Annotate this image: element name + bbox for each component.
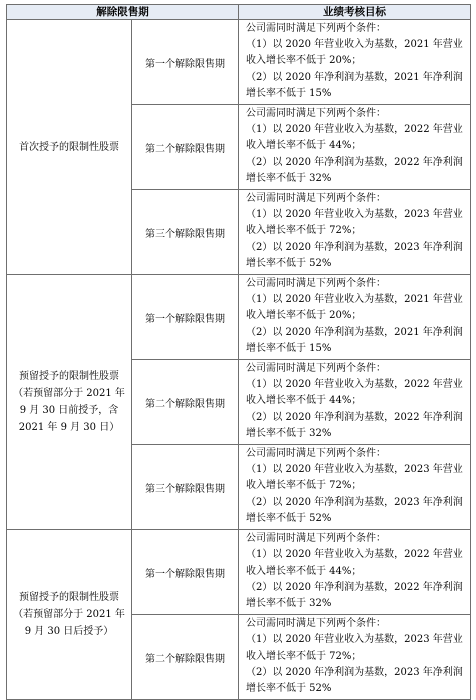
- header-unlock-period: 解除限售期: [7, 5, 239, 20]
- target-text-line: （1）以 2020 年营业收入为基数，2023 年营业: [246, 209, 463, 221]
- table-row: [7, 20, 471, 105]
- target-text-line: 收入增长率不低于 44%；: [246, 140, 362, 152]
- target-text-line: 收入增长率不低于 20%；: [246, 310, 362, 322]
- target-text-line: 收入增长率不低于 72%；: [246, 225, 362, 237]
- target-text-line: （2）以 2020 年净利润为基数，2021 年净利润: [246, 326, 463, 338]
- grant-type-label-line: 9 月 30 日前授予，含: [19, 405, 119, 417]
- target-text-line: （1）以 2020 年营业收入为基数，2023 年营业: [246, 464, 463, 476]
- target-text-line: 公司需同时满足下列两个条件：: [246, 278, 386, 290]
- target-cell: [239, 615, 471, 700]
- target-text-line: 增长率不低于 15%: [246, 342, 332, 354]
- target-text-line: （2）以 2020 年净利润为基数，2023 年净利润: [246, 241, 463, 253]
- target-text-line: 收入增长率不低于 20%；: [246, 55, 362, 67]
- target-text-line: 公司需同时满足下列两个条件：: [246, 618, 386, 630]
- unlock-period-cell: 第一个解除限售期: [132, 20, 239, 105]
- grant-type-label-line: 首次授予的限制性股票: [19, 141, 119, 153]
- target-text-line: （1）以 2020 年营业收入为基数，2022 年营业: [246, 124, 463, 136]
- grant-type-label-line: 预留授予的限制性股票: [19, 592, 119, 604]
- target-cell: [239, 360, 471, 445]
- target-text-line: 增长率不低于 52%: [246, 512, 332, 524]
- target-text-line: 公司需同时满足下列两个条件：: [246, 363, 386, 375]
- performance-targets-table: [6, 4, 471, 700]
- table-row: [7, 530, 471, 615]
- grant-type-label-line: （若预留部分于 2021 年: [13, 388, 125, 400]
- target-cell: [239, 445, 471, 530]
- target-text-line: （2）以 2020 年净利润为基数，2022 年净利润: [246, 156, 463, 168]
- target-text-line: 增长率不低于 52%: [246, 682, 332, 694]
- target-text-line: 收入增长率不低于 44%；: [246, 565, 362, 577]
- target-text-line: 公司需同时满足下列两个条件：: [246, 108, 386, 120]
- target-text-line: （2）以 2020 年净利润为基数，2021 年净利润: [246, 71, 463, 83]
- grant-type-cell: [7, 20, 132, 275]
- target-text-line: （1）以 2020 年营业收入为基数，2022 年营业: [246, 549, 463, 561]
- target-text-line: （2）以 2020 年净利润为基数，2023 年净利润: [246, 496, 463, 508]
- target-text-line: 公司需同时满足下列两个条件：: [246, 448, 386, 460]
- grant-type-cell: [7, 530, 132, 700]
- performance-targets-table-wrapper: [6, 4, 470, 700]
- table-row: [7, 275, 471, 360]
- target-text-line: 公司需同时满足下列两个条件：: [246, 533, 386, 545]
- target-text-line: （1）以 2020 年营业收入为基数，2021 年营业: [246, 294, 463, 306]
- table-header-row: [7, 5, 471, 20]
- unlock-period-cell: 第二个解除限售期: [132, 615, 239, 700]
- target-text-line: 增长率不低于 32%: [246, 427, 332, 439]
- target-cell: [239, 530, 471, 615]
- unlock-period-cell: 第二个解除限售期: [132, 360, 239, 445]
- target-text-line: 收入增长率不低于 72%；: [246, 480, 362, 492]
- header-performance-target: 业绩考核目标: [239, 5, 471, 20]
- target-text-line: （1）以 2020 年营业收入为基数，2021 年营业: [246, 39, 463, 51]
- target-text-line: （1）以 2020 年营业收入为基数，2023 年营业: [246, 634, 463, 646]
- target-text-line: （2）以 2020 年净利润为基数，2022 年净利润: [246, 581, 463, 593]
- target-text-line: 增长率不低于 15%: [246, 87, 332, 99]
- target-cell: [239, 275, 471, 360]
- target-text-line: 公司需同时满足下列两个条件：: [246, 193, 386, 205]
- unlock-period-cell: 第三个解除限售期: [132, 445, 239, 530]
- grant-type-label-line: 9 月 30 日后授予）: [24, 626, 114, 638]
- target-text-line: 增长率不低于 32%: [246, 172, 332, 184]
- grant-type-cell: [7, 275, 132, 530]
- unlock-period-cell: 第一个解除限售期: [132, 530, 239, 615]
- unlock-period-cell: 第二个解除限售期: [132, 105, 239, 190]
- target-text-line: 公司需同时满足下列两个条件：: [246, 23, 386, 34]
- target-text-line: 增长率不低于 32%: [246, 597, 332, 609]
- target-cell: [239, 190, 471, 275]
- grant-type-label-line: （若预留部分于 2021 年: [13, 609, 125, 621]
- table-body: [7, 20, 471, 700]
- unlock-period-cell: 第一个解除限售期: [132, 275, 239, 360]
- target-text-line: （2）以 2020 年净利润为基数，2023 年净利润: [246, 666, 463, 678]
- target-cell: [239, 105, 471, 190]
- grant-type-label-line: 预留授予的限制性股票: [19, 371, 119, 383]
- target-cell: [239, 20, 471, 105]
- target-text-line: 增长率不低于 52%: [246, 257, 332, 269]
- target-text-line: （2）以 2020 年净利润为基数，2022 年净利润: [246, 411, 463, 423]
- target-text-line: 收入增长率不低于 44%；: [246, 395, 362, 407]
- target-text-line: （1）以 2020 年营业收入为基数，2022 年营业: [246, 379, 463, 391]
- target-text-line: 收入增长率不低于 72%；: [246, 650, 362, 662]
- unlock-period-cell: 第三个解除限售期: [132, 190, 239, 275]
- grant-type-label-line: 2021 年 9 月 30 日）: [18, 422, 120, 434]
